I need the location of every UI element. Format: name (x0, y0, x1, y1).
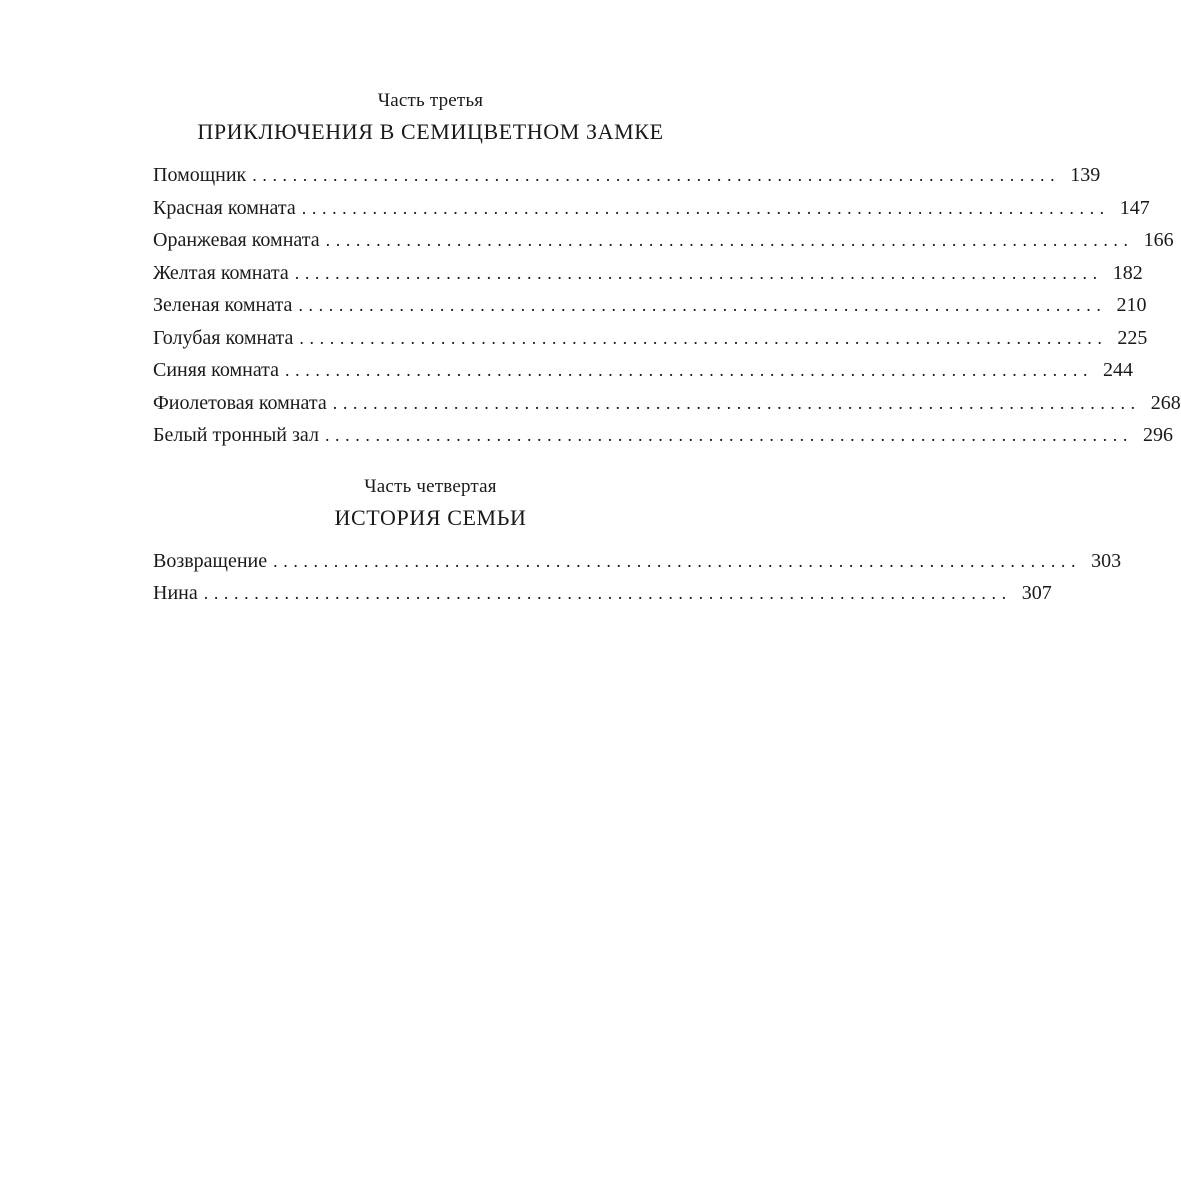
dot-leader: ................................................................................ (273, 550, 1082, 571)
dot-leader: ................................................................................ (299, 327, 1108, 348)
toc-entry-title: Красная комната (153, 196, 296, 219)
toc-part-four (153, 474, 708, 533)
toc-entry (153, 159, 1101, 192)
toc-entry-title: Помощник (153, 164, 247, 186)
toc-entry-page: 139 (1070, 164, 1101, 186)
toc-entry-title: Белый тронный зал (153, 424, 319, 446)
toc-entry-title: Возвращение (153, 549, 268, 572)
part-label: Часть четвертая (364, 475, 497, 497)
toc-entry (153, 419, 1173, 452)
toc-entry-title: Желтая комната (153, 261, 289, 284)
dot-leader: ................................................................................ (324, 425, 1133, 445)
toc-entry-page: 303 (1091, 549, 1122, 572)
toc-entry-title: Зеленая комната (153, 294, 293, 316)
dot-leader: ................................................................................ (301, 197, 1110, 218)
dot-leader: ................................................................................ (325, 230, 1134, 250)
toc-entries-part-three (153, 159, 1181, 452)
toc-entry-title: Оранжевая комната (153, 229, 320, 251)
dot-leader: ................................................................................ (203, 583, 1012, 603)
toc-entry (153, 387, 1181, 420)
toc-entry (153, 577, 1052, 610)
toc-entries-part-four (153, 545, 1122, 610)
toc-entry (153, 289, 1147, 322)
dot-leader: ................................................................................ (252, 165, 1061, 185)
toc-entry (153, 322, 1148, 355)
toc-entry-page: 307 (1021, 582, 1052, 604)
toc-entry (153, 257, 1143, 290)
toc-entry (153, 192, 1150, 225)
dot-leader: ................................................................................ (285, 360, 1094, 380)
toc-entry (153, 354, 1134, 387)
dot-leader: ................................................................................ (298, 295, 1107, 315)
toc-entry (153, 545, 1122, 578)
table-of-contents (153, 88, 1181, 610)
toc-entry-title: Нина (153, 582, 198, 604)
toc-entry-page: 147 (1119, 196, 1150, 219)
toc-entry-page: 182 (1112, 261, 1143, 284)
toc-entry-title: Синяя комната (153, 359, 280, 381)
toc-entry-page: 296 (1142, 424, 1173, 446)
toc-entry-page: 210 (1116, 294, 1147, 316)
part-title: ИСТОРИЯ СЕМЬИ (334, 504, 527, 530)
toc-entry-title: Фиолетовая комната (153, 391, 327, 414)
dot-leader: ................................................................................ (294, 262, 1103, 283)
toc-entry-page: 166 (1143, 229, 1174, 251)
toc-entry-title: Голубая комната (153, 326, 294, 349)
toc-part-three (153, 88, 708, 147)
part-title: ПРИКЛЮЧЕНИЯ В СЕМИЦВЕТНОМ ЗАМКЕ (197, 119, 664, 144)
toc-entry-page: 268 (1150, 391, 1181, 414)
toc-entry-page: 244 (1103, 359, 1134, 381)
toc-entry (153, 224, 1174, 257)
toc-entry-page: 225 (1117, 326, 1148, 349)
part-label: Часть третья (377, 90, 484, 111)
dot-leader: ................................................................................ (332, 392, 1141, 413)
